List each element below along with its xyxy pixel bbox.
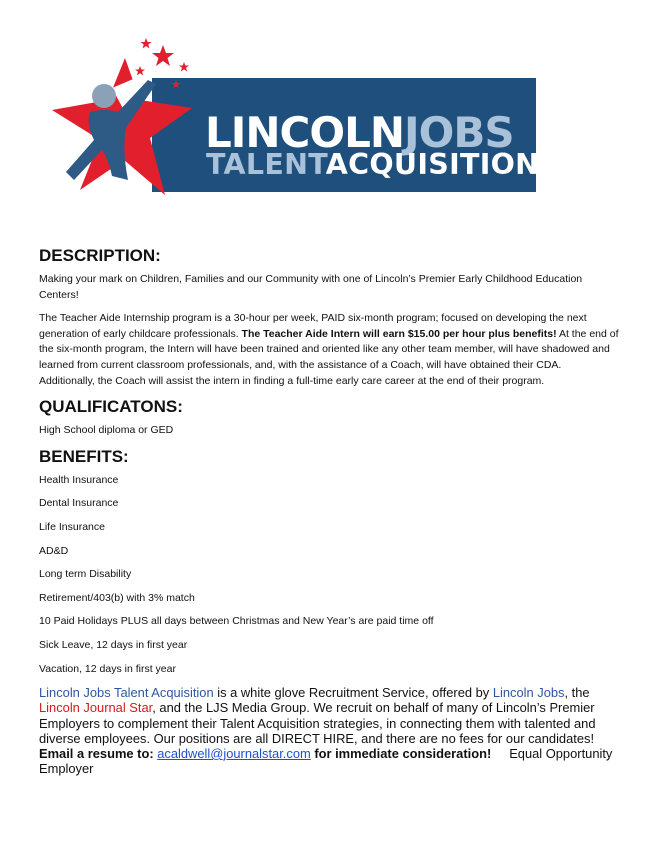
description-intro: Making your mark on Children, Families and our Community with one of Lincoln’s Premier Early Childhood Education Centers! [39, 273, 583, 301]
description-body-text: The Teacher Aide Internship program is a 30-hour per week, PAID six-month program; focused on developing the next generation of early childcare professionals. [39, 312, 587, 340]
small-star-icon [141, 38, 152, 49]
footer-text: , and the LJS Media Group. We recruit on behalf of many of Lincoln’s Premier Employers to complement their Talent Acquisition strategies, in connecting them with talented and diverse employees. Our positions are all DIRECT HIRE, and there are no fees for our candidates! [39, 700, 596, 746]
benefit-item: Sick Leave, 12 days in first year [39, 638, 188, 651]
description-body-text-cont: At the end of the six-month program, the Intern will have been trained and oriented like any other team member, will have shadowed and learned from current classroom professionals, and, with the assistance of a Coach, will have obtained their CDA. Additionally, the Coach will assist the intern in finding a full-time early care career at the end of their program. [39, 327, 619, 387]
footer-lincoln-jobs: Lincoln Jobs [492, 685, 565, 701]
logo-text-acquisition: ACQUISITION [325, 148, 540, 181]
logo-text-jobs: JOBS [403, 108, 514, 157]
pay-highlight: The Teacher Aide Intern will earn $15.00 per hour plus benefits! [241, 327, 557, 340]
benefit-item: Life Insurance [39, 520, 105, 533]
qualifications-heading: QUALIFICATONS: [39, 397, 183, 417]
benefits-list [39, 473, 619, 677]
small-star-icon [135, 66, 145, 76]
footer-journal-star: Lincoln Journal Star [39, 700, 153, 716]
logo [0, 0, 650, 210]
benefit-item: Long term Disability [39, 568, 132, 581]
footer-text: , the [564, 685, 590, 701]
small-star-icon [179, 62, 189, 72]
small-star-icon [152, 45, 174, 66]
equal-opportunity: Equal Opportunity Employer [39, 745, 613, 777]
benefit-item: Health Insurance [39, 473, 119, 486]
footer-text: is a white glove Recruitment Service, offered by [213, 685, 493, 701]
benefit-item: Dental Insurance [39, 497, 119, 510]
logo-text-lincoln: LINCOLN [205, 108, 404, 157]
benefit-item: AD&D [39, 544, 69, 557]
logo-text-talent: TALENT [206, 148, 326, 181]
benefits-heading: BENEFITS: [39, 446, 129, 466]
footer-paragraph [39, 685, 619, 776]
qualification-item: High School diploma or GED [39, 424, 174, 437]
description-heading: DESCRIPTION: [39, 246, 161, 265]
benefit-item: Retirement/403(b) with 3% match [39, 591, 195, 604]
logo-subtitle [206, 148, 540, 181]
benefit-item: 10 Paid Holidays PLUS all days between Christmas and New Year’s are paid time off [39, 615, 434, 628]
job-posting [39, 246, 619, 784]
footer-email-lead: Email a resume to: [39, 745, 154, 761]
footer-email-tail: for immediate consideration! [310, 745, 492, 761]
description-body [39, 311, 619, 389]
email-link[interactable]: acaldwell@journalstar.com [157, 745, 311, 761]
small-star-icon [172, 80, 181, 88]
benefit-item: Vacation, 12 days in first year [39, 662, 176, 675]
footer-brand: Lincoln Jobs Talent Acquisition [39, 685, 214, 701]
